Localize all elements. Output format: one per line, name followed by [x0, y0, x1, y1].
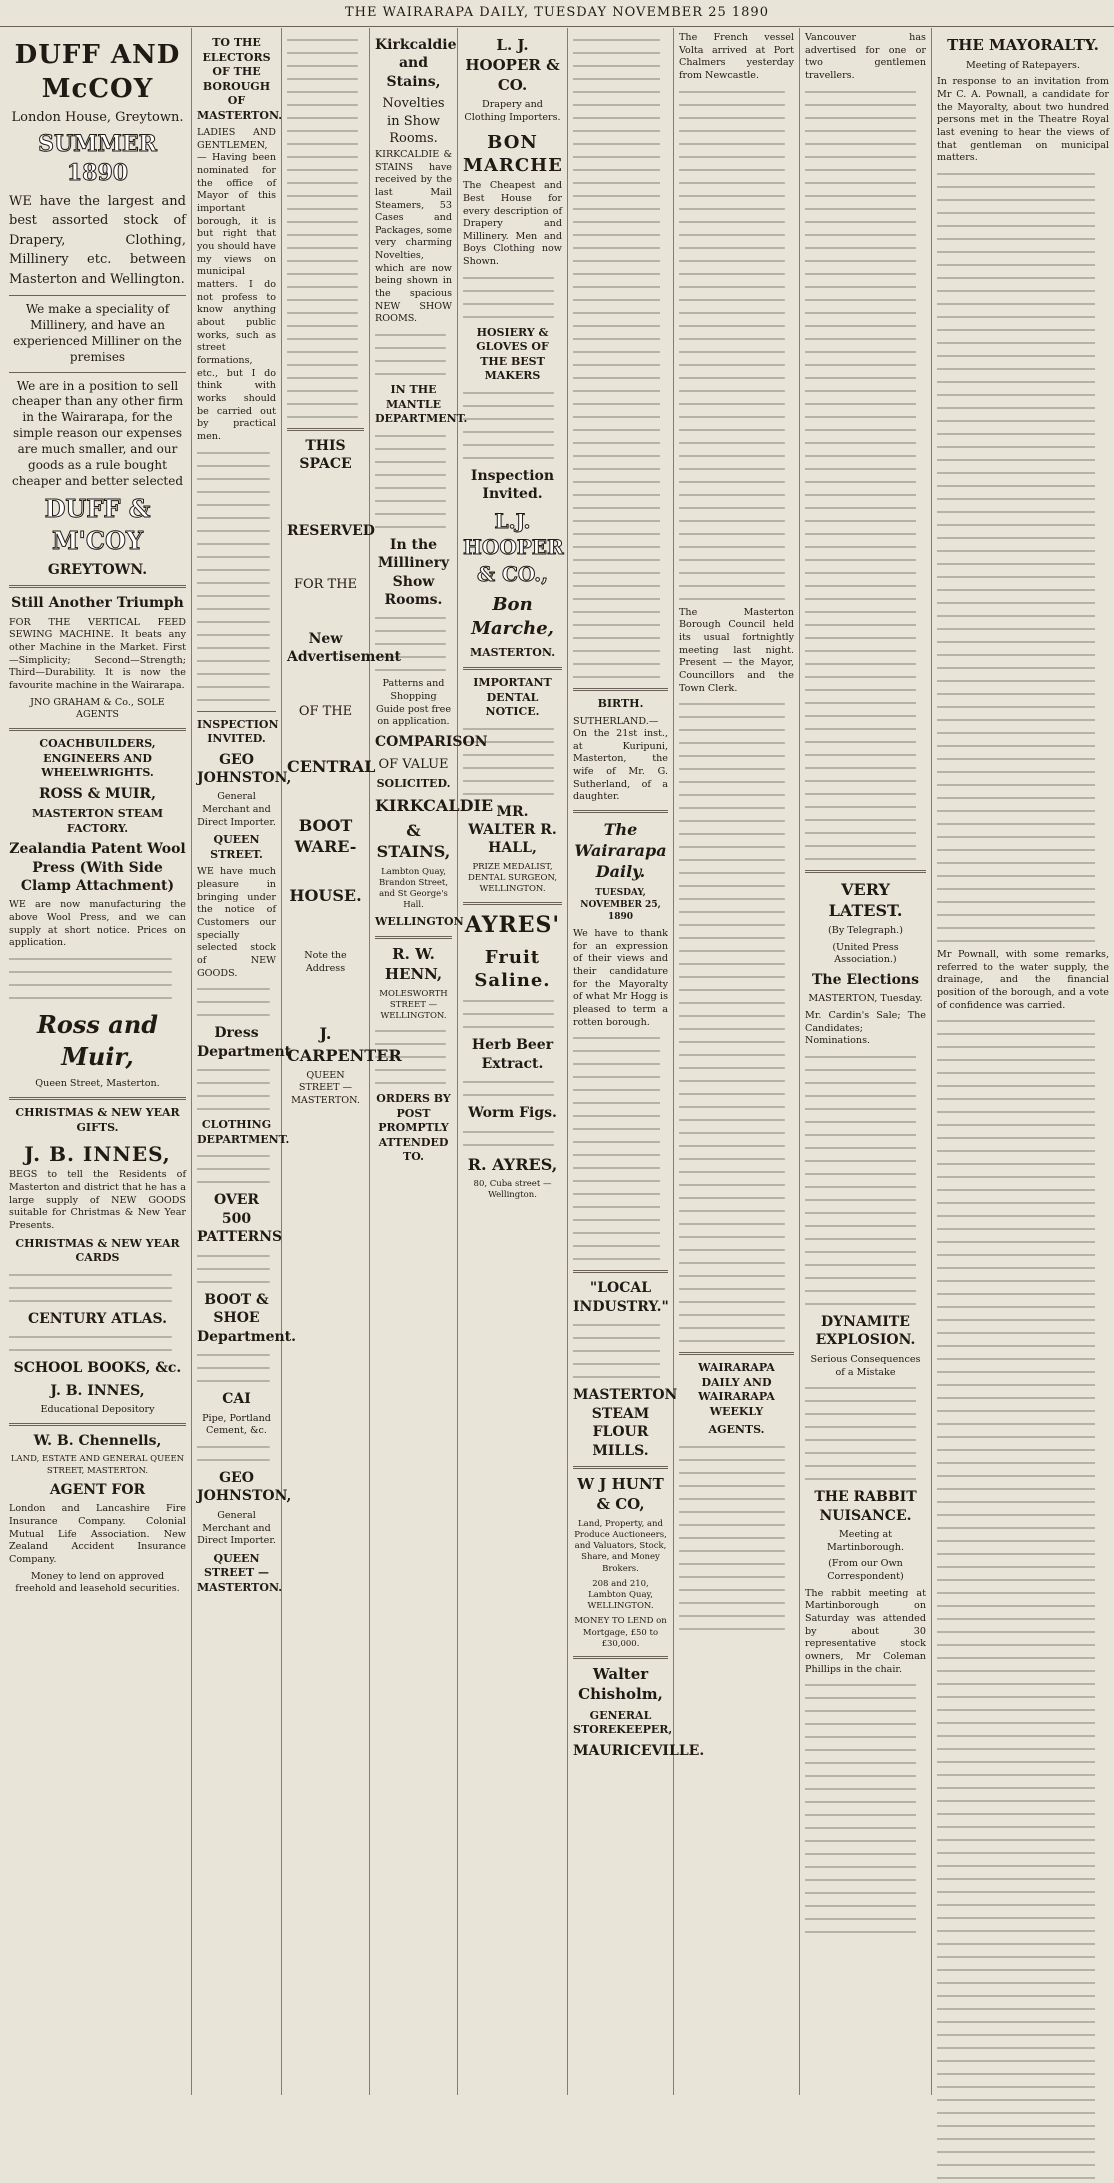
money-line: Money to lend on approved freehold and leasehold securities.: [15, 1570, 180, 1595]
rabbit-heading: THE RABBIT NUISANCE.: [814, 1489, 917, 1524]
queen-street-2: QUEEN STREET — MASTERTON.: [197, 1551, 283, 1594]
orders-line: ORDERS BY POST PROMPTLY ATTENDED TO.: [376, 1092, 451, 1164]
for-the: FOR THE: [293, 577, 358, 593]
column-9: [932, 28, 1114, 2095]
birth-heading: BIRTH.: [597, 697, 644, 710]
agents-line: JNO GRAHAM & Co., SOLE AGENTS: [30, 696, 165, 721]
of-the: OF THE: [298, 703, 353, 719]
geo-sub-2: General Merchant and Direct Importer.: [197, 1509, 276, 1547]
elections-heading: The Elections: [812, 971, 919, 988]
ayres-address: 80, Cuba street — Wellington.: [473, 1178, 552, 1200]
bon-marche-2: Bon Marche,: [471, 593, 554, 639]
kirk-heading-2: KIRKCALDIE: [375, 796, 494, 816]
innes-name: J. B. INNES,: [24, 1142, 171, 1167]
chennells-name: W. B. Chennells,: [33, 1432, 162, 1449]
innes-signature: J. B. INNES,: [50, 1382, 145, 1399]
elections-body: Mr. Cardin's Sale; The Candidates; Nominations.: [805, 1009, 926, 1047]
central-heading: CENTRAL: [287, 756, 376, 776]
worm-figs: Worm Figs.: [468, 1105, 557, 1122]
pipe-line: Pipe, Portland Cement, &c.: [202, 1412, 271, 1437]
col8-body-1: Vancouver has advertised for one or two gentlemen travellers.: [805, 32, 926, 81]
rabbit-body: The rabbit meeting at Martinborough on Saturday was attended by about 30 representative stock owners, Mr Coleman Phillips in the chair.: [805, 1587, 926, 1675]
agents-heading: AGENTS.: [708, 1423, 765, 1437]
agent-heading: AGENT FOR: [49, 1481, 146, 1498]
boot-ware: BOOT WARE-: [294, 815, 357, 856]
hooper-name: L. J. HOOPER & CO.: [465, 36, 560, 94]
mantle-dept: IN THE MANTLE DEPARTMENT.: [375, 383, 468, 426]
mayoralty-body-2: Mr Pownall, with some remarks, referred to the water supply, the drainage, and the financial position of the borough, and a vote of confidence was carried.: [937, 949, 1109, 1011]
cai-heading: CAI: [222, 1391, 251, 1408]
dental-heading: IMPORTANT DENTAL NOTICE.: [473, 675, 552, 719]
money-lend: MONEY TO LEND on Mortgage, £50 to £30,000.: [574, 1616, 667, 1649]
ayres-heading: AYRES': [464, 911, 561, 938]
agent-body: London and Lancashire Fire Insurance Company. Colonial Mutual Life Association. New Zealand Accident Insurance Company.: [9, 1503, 186, 1565]
coach-heading: COACHBUILDERS, ENGINEERS AND WHEELWRIGHTS.: [39, 736, 156, 780]
bon-marche: BON MARCHE: [463, 131, 563, 177]
rabbit-sub: Meeting at Martinborough.: [826, 1529, 905, 1553]
paper-title: The Wairarapa Daily.: [574, 820, 667, 882]
ross-sub: MASTERTON STEAM FACTORY.: [31, 807, 164, 835]
wellington-line: WELLINGTON: [375, 915, 464, 929]
patterns-heading: OVER 500 PATTERNS: [197, 1192, 283, 1246]
hall-name: MR. WALTER R. HALL,: [468, 803, 557, 857]
very-latest: VERY LATEST.: [828, 879, 903, 920]
of-value: OF VALUE: [378, 756, 449, 772]
chisholm-name: Walter Chisholm,: [578, 1665, 663, 1703]
column-5: [458, 28, 568, 2095]
ratepayers-heading: Meeting of Ratepayers.: [965, 59, 1081, 71]
firm-millinery: We make a speciality of Millinery, and have an experienced Milliner on the premises: [13, 302, 182, 364]
queen-street: QUEEN STREET.: [210, 833, 263, 861]
column-1: [4, 28, 192, 2095]
kirk-heading: Kirkcaldie and Stains,: [375, 37, 457, 90]
local-industry: "LOCAL INDUSTRY.": [573, 1280, 669, 1315]
column-6: [568, 28, 705, 2095]
column-3: [282, 28, 402, 2095]
electors-address: LADIES AND GENTLEMEN,— Having been nominated for the office of Mayor of this important borough, it is but right that you should have my views on municipal matters. I do not profess to know anything about public works, such as street formations, etc., but I do think with works should be carried out by practical men.: [197, 127, 276, 442]
reserved-heading: RESERVED: [287, 522, 375, 539]
united-press: (United Press Association.): [832, 941, 899, 966]
firm-location: London House, Greytown.: [11, 109, 184, 125]
solicited: SOLICITED.: [376, 776, 451, 790]
century-heading: CENTURY ATLAS.: [27, 1310, 167, 1327]
ross-signature-sub: Queen Street, Masterton.: [35, 1078, 160, 1090]
col7-body-1: The French vessel Volta arrived at Port Chalmers yesterday from Newcastle.: [679, 32, 794, 81]
season-heading: SUMMER 1890: [38, 130, 157, 186]
boot-dept: BOOT & SHOE Department.: [197, 1291, 296, 1345]
bon-body: The Cheapest and Best House for every description of Drapery and Millinery. Men and Boys Clothing now Shown.: [463, 180, 562, 268]
elections-dateline: MASTERTON, Tuesday.: [808, 993, 923, 1005]
editorial-body: We have to thank for an expression of their views and their candidature for the Mayoralty of what Mr Hogg is pleased to term a rotten borough.: [573, 928, 668, 1028]
masterton-line: MASTERTON.: [469, 646, 556, 660]
by-telegraph: (By Telegraph.): [828, 924, 903, 936]
geo-body: WE have much pleasure in bringing under the notice of Customers our specially selected stock of NEW GOODS.: [197, 866, 276, 979]
electors-heading: TO THE ELECTORS OF THE BOROUGH OF MASTERTON.: [197, 36, 283, 122]
column-2: [192, 28, 296, 2095]
henn-name: R. W. HENN,: [384, 944, 443, 983]
space-heading: THIS SPACE: [299, 438, 352, 473]
xmas-heading: CHRISTMAS & NEW YEAR GIFTS.: [15, 1106, 180, 1134]
triumph-body: FOR THE VERTICAL FEED SEWING MACHINE. It beats any other Machine in the Market. First—Simplicity; Second—Strength; Third—Durability. It is now the favourite machine in the Wairarapa.: [9, 616, 186, 692]
henn-sub: MOLESWORTH STREET — WELLINGTON.: [379, 988, 448, 1021]
patterns-line: Patterns and Shopping Guide post free on application.: [375, 678, 452, 728]
new-advertisement: New Advertisement: [287, 630, 402, 666]
xmas-cards: CHRISTMAS & NEW YEAR CARDS: [15, 1236, 180, 1265]
school-heading: SCHOOL BOOKS, &c.: [13, 1360, 182, 1377]
flour-mills: MASTERTON STEAM FLOUR MILLS.: [573, 1387, 678, 1459]
herb-beer: Herb Beer Extract.: [471, 1037, 554, 1072]
fruit-saline: Fruit Saline.: [474, 946, 551, 992]
comparison-heading: COMPARISON: [375, 734, 488, 751]
weekly-heading: WAIRARAPA DAILY AND WAIRARAPA WEEKLY: [698, 1361, 775, 1418]
hunt-sub: Land, Property, and Produce Auctioneers, and Valuators, Stock, Share, and Money Brokers.: [574, 1518, 667, 1574]
firm-town: GREYTOWN.: [47, 561, 148, 578]
paper-date: TUESDAY, NOVEMBER 25, 1890: [580, 888, 661, 923]
ayres-sign: R. AYRES,: [467, 1154, 558, 1174]
ross-header: ROSS & MUIR,: [39, 785, 156, 802]
millinery-rooms: In the Millinery Show Rooms.: [377, 536, 450, 609]
triumph-heading: Still Another Triumph: [11, 595, 184, 612]
column-8: [800, 28, 932, 2095]
lambton-line: Lambton Quay, Brandon Street, and St George's Hall.: [378, 866, 449, 911]
stains-heading: & STAINS,: [376, 821, 451, 862]
dynamite-heading: DYNAMITE EXPLOSION.: [815, 1313, 916, 1349]
inspection-invited: Inspection Invited.: [470, 467, 555, 503]
hooper-sub: Drapery and Clothing Importers.: [464, 99, 561, 124]
masthead-title: THE WAIRARAPA DAILY, TUESDAY NOVEMBER 25 1890: [345, 5, 769, 20]
geo-name: GEO JOHNSTON,: [197, 751, 292, 786]
mauriceville: MAURICEVILLE.: [573, 1742, 705, 1759]
hunt-address: 208 and 210, Lambton Quay, WELLINGTON.: [587, 1578, 654, 1612]
firm-name: DUFF AND McCOY: [14, 40, 181, 105]
carpenter-address: QUEEN STREET — MASTERTON.: [291, 1069, 360, 1106]
innes-signature-sub: Educational Depository: [40, 1404, 155, 1416]
mayoralty-body: In response to an invitation from Mr C. A. Pownall, a candidate for the Mayoralty, about two hundred persons met in the Theatre Royal last evening to hear the views of that gentleman on municipal matters.: [937, 76, 1109, 164]
wool-press-heading: Zealandia Patent Wool Press (With Side Clamp Attachment): [9, 841, 186, 894]
firm-intro: WE have the largest and best assorted stock of Drapery, Clothing, Millinery etc. between Masterton and Wellington.: [9, 193, 186, 287]
masthead: [0, 0, 1114, 27]
column-4: [370, 28, 494, 2095]
dress-dept: Dress Department: [197, 1025, 292, 1060]
hall-sub: PRIZE MEDALIST, DENTAL SURGEON, WELLINGTON.: [467, 861, 558, 895]
dynamite-sub: Serious Consequences of a Mistake: [810, 1353, 921, 1378]
chisholm-sub: GENERAL STOREKEEPER,: [573, 1708, 673, 1737]
ross-signature: Ross and Muir,: [36, 1010, 159, 1071]
geo-sub: General Merchant and Direct Importer.: [197, 791, 276, 828]
firm-name-2: DUFF & M'COY: [44, 494, 151, 556]
col7-body-2: The Masterton Borough Council held its usual fortnightly meeting last night. Present — the Mayor, Councillors and the Town Clerk.: [679, 606, 794, 694]
birth-notice: SUTHERLAND.—On the 21st inst., at Kuripuni, Masterton, the wife of Mr. G. Sutherland, of a daughter.: [573, 715, 668, 803]
column-7: [674, 28, 800, 2095]
hooper-name-2: L.J. HOOPER & CO.,: [463, 508, 564, 586]
firm-prices: We are in a position to sell cheaper than any other firm in the Wairarapa, for the simple reason our expenses are much smaller, and our goods as a rule bought cheaper and better selected: [11, 378, 184, 488]
mayoralty-heading: THE MAYORALTY.: [947, 36, 1099, 54]
inspection-heading: INSPECTION INVITED.: [197, 717, 279, 746]
note-address: Note the Address: [304, 950, 347, 974]
kirk-body: KIRKCALDIE & STAINS have received by the last Mail Steamers, 53 Cases and Packages, some very charming Novelties, which are now being shown in the spacious NEW SHOW ROOMS.: [375, 148, 452, 325]
carpenter-name: J. CARPENTER: [287, 1024, 402, 1065]
chennells-sub: LAND, ESTATE AND GENERAL QUEEN STREET, MASTERTON.: [10, 1454, 185, 1476]
house-heading: HOUSE.: [289, 885, 362, 905]
clothing-dept: CLOTHING DEPARTMENT.: [197, 1118, 290, 1146]
geo-name-2: GEO JOHNSTON,: [197, 1469, 292, 1505]
novelties-heading: Novelties in Show Rooms.: [382, 96, 445, 146]
innes-body: BEGS to tell the Residents of Masterton and district that he has a large supply of NEW GOODS suitable for Christmas & New Year Presents.: [9, 1169, 186, 1232]
hunt-name: W J HUNT & CO,: [577, 1475, 664, 1513]
ross-body: WE are now manufacturing the above Wool Press, and we can supply at short notice. Prices on application.: [9, 899, 186, 949]
own-correspondent: (From our Own Correspondent): [827, 1558, 904, 1583]
hosiery-heading: HOSIERY & GLOVES OF THE BEST MAKERS: [476, 325, 549, 383]
